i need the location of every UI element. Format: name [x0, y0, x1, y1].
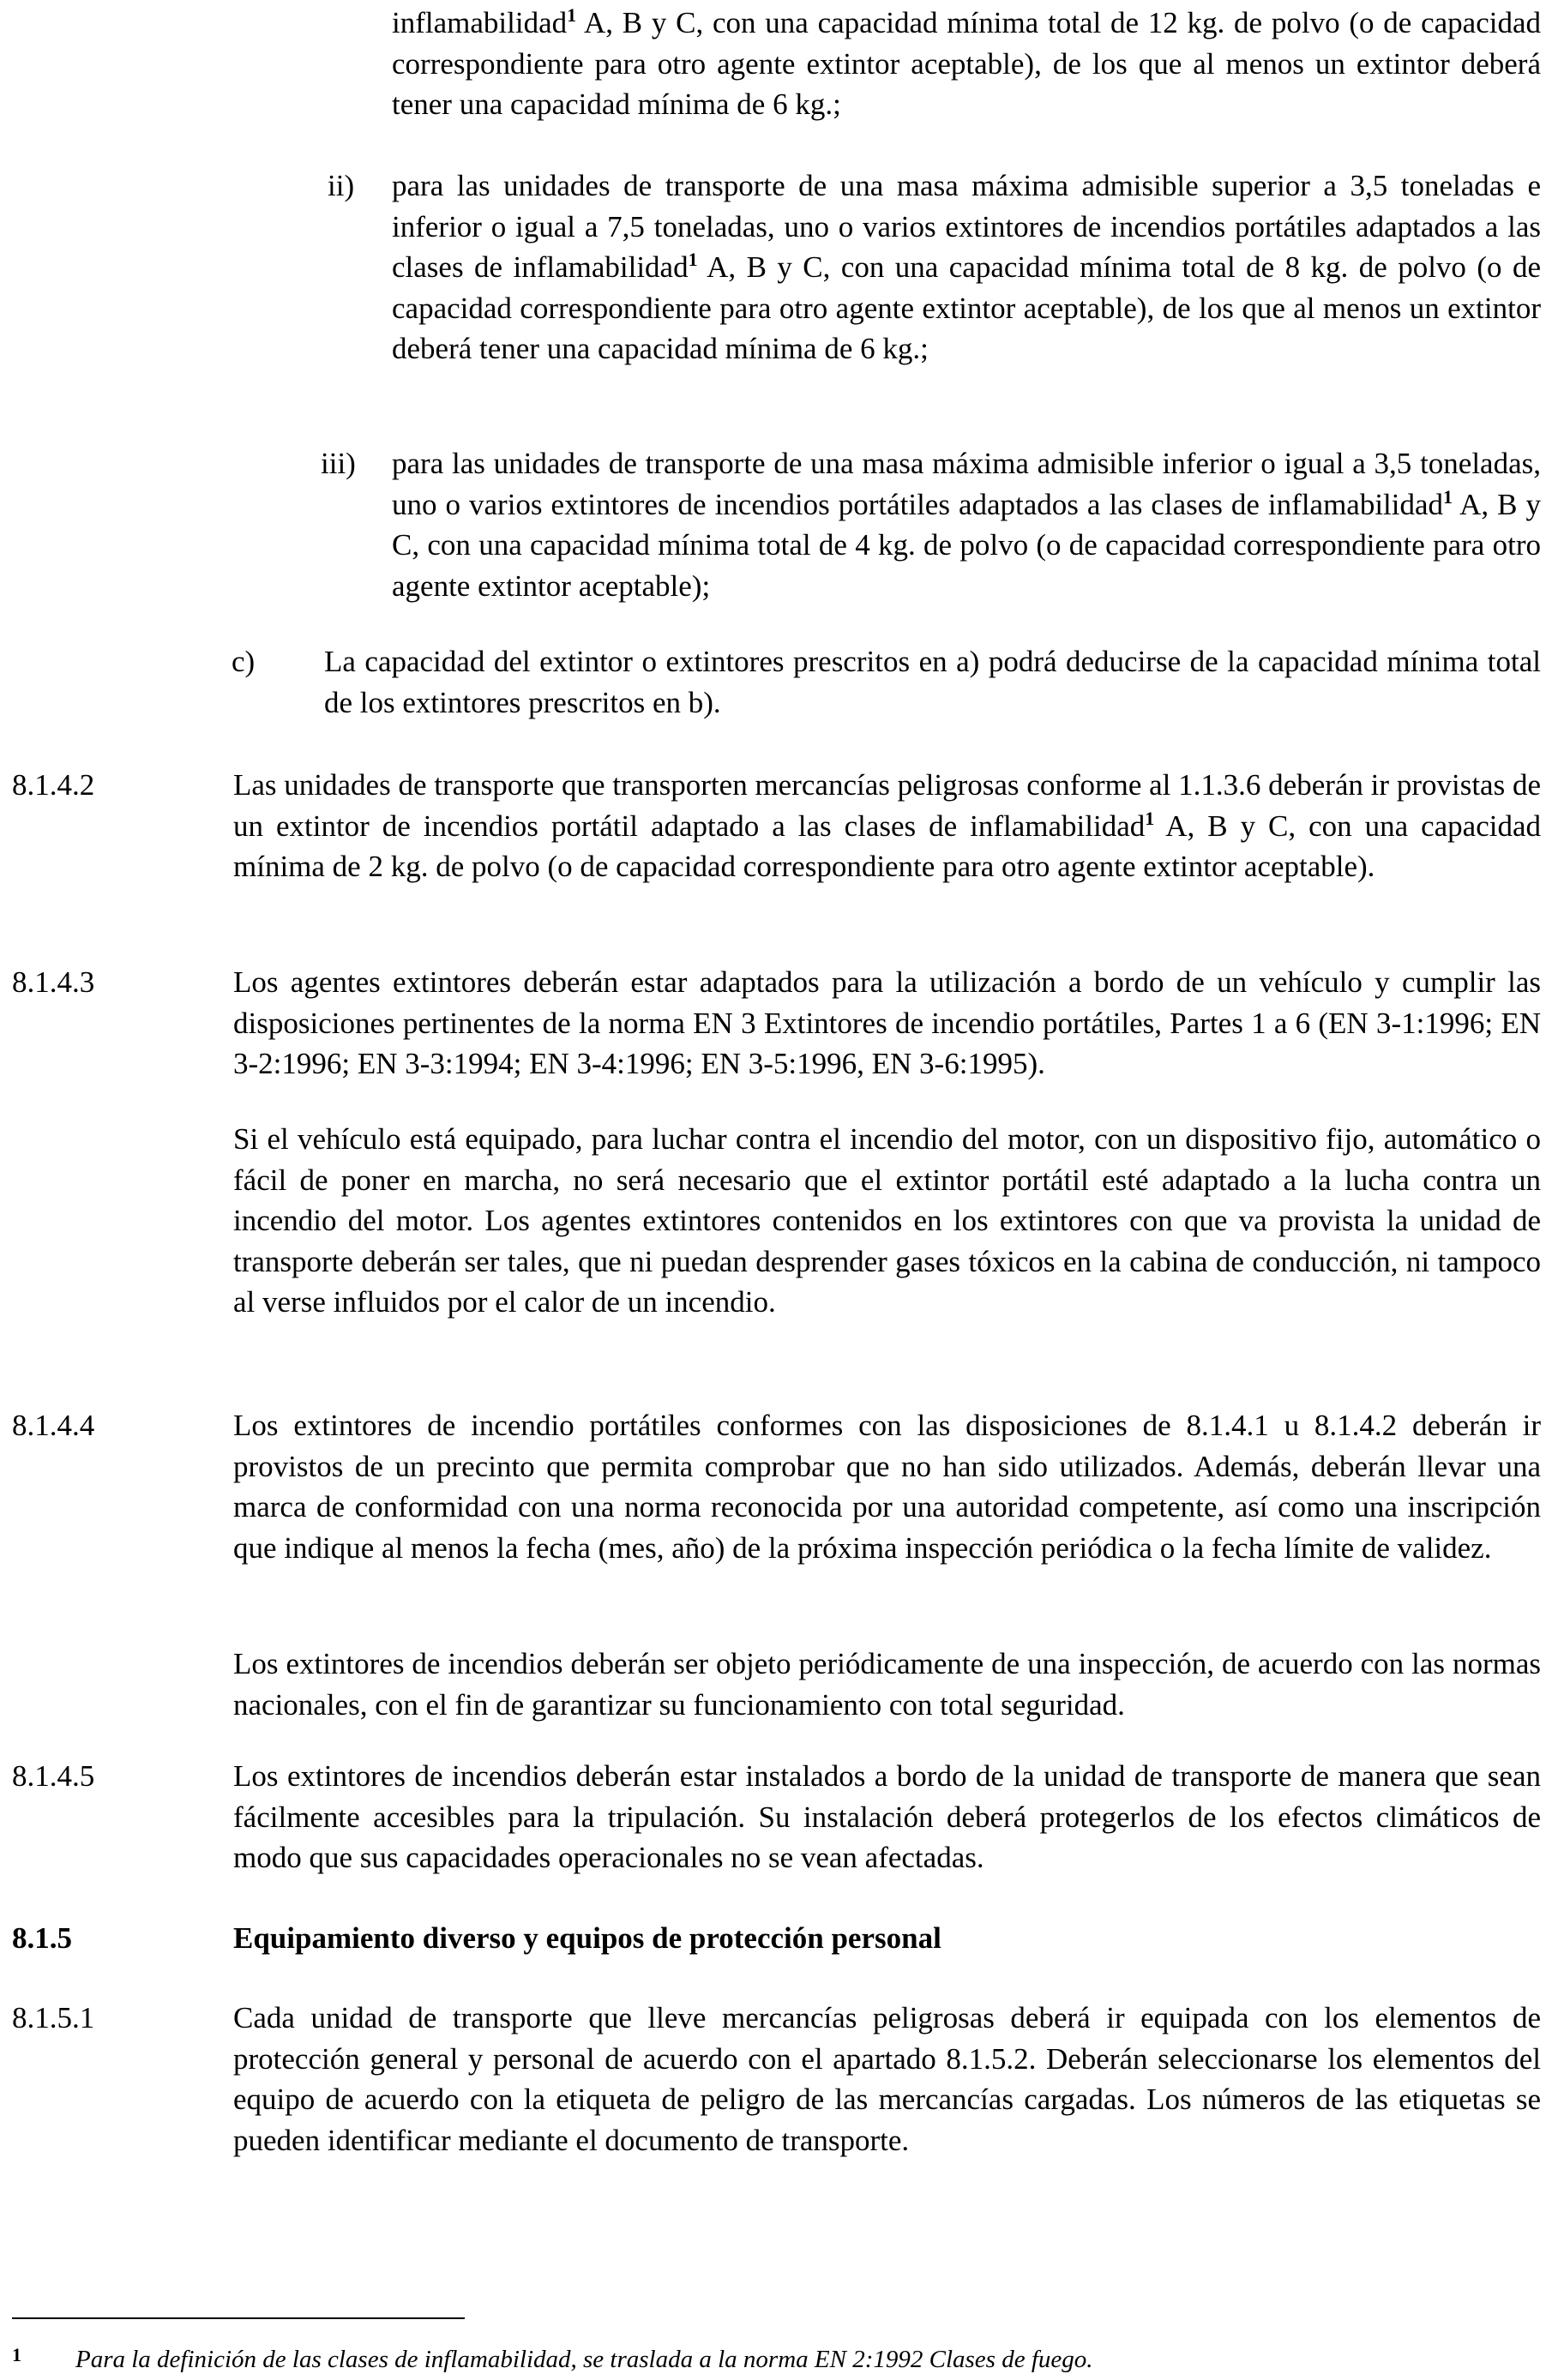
section-number-815: 8.1.5 — [12, 1921, 72, 1955]
footnote-rule — [12, 2317, 465, 2319]
item-iii-text — [392, 443, 1541, 606]
text-fragment: para las unidades de transporte de una masa máxima admisible superior a 3,5 toneladas e inferior o igual a 7,5 toneladas, uno o varios extintores de incendios portátiles adaptados a las clases de inflamabilidad — [392, 169, 1541, 284]
text-fragment: A, B y C, con una capacidad mínima total de 8 kg. de polvo (o de capacidad correspondiente para otro agente extintor aceptable), de los que al menos un extintor deberá tener una capacidad mínima de 6 kg.; — [392, 250, 1541, 365]
section-8144-paragraph-1: Los extintores de incendio portátiles conformes con las disposiciones de 8.1.4.1 u 8.1.4.2 deberán ir provistos de un precinto que permita comprobar que no han sido utilizados. Además, deberán llevar una marca de conformidad con una norma reconocida por una autoridad competente, así como una inscripción que indique al menos la fecha (mes, año) de la próxima inspección periódica o la fecha límite de validez. — [233, 1409, 1541, 1565]
section-8142-text — [233, 765, 1541, 887]
section-8143-paragraph-2: Si el vehículo está equipado, para luchar contra el incendio del motor, con un dispositivo fijo, automático o fácil de poner en marcha, no será necesario que el extintor portátil esté adaptado a la lucha contra un incendio del motor. Los agentes extintores contenidos en los extintores con que va provista la unidad de transporte deberán ser tales, que ni puedan desprender gases tóxicos en la cabina de conducción, ni tampoco al verse influidos por el calor de un incendio. — [233, 1122, 1541, 1319]
section-8144-paragraph-2: Los extintores de incendios deberán ser objeto periódicamente de una inspección, de acuerdo con las normas nacionales, con el fin de garantizar su funcionamiento con total seguridad. — [233, 1647, 1541, 1722]
item-ii-text — [392, 165, 1541, 370]
section-8151-text: Cada unidad de transporte que lleve mercancías peligrosas deberá ir equipada con los elementos de protección general y personal de acuerdo con el apartado 8.1.5.2. Deberán seleccionarse los elementos del equipo de acuerdo con la etiqueta de peligro de las mercancías cargadas. Los números de las etiquetas se pueden identificar mediante el documento de transporte. — [233, 2001, 1541, 2157]
text-fragment: A, B y C, con una capacidad mínima de 2 kg. de polvo (o de capacidad correspondiente para otro agente extintor aceptable). — [233, 808, 1541, 883]
text-fragment: inflamabilidad — [392, 6, 568, 39]
section-number-8145: 8.1.4.5 — [12, 1759, 95, 1793]
footnote-ref: 1 — [688, 249, 698, 270]
item-ii-label: ii) — [328, 169, 355, 202]
text-fragment: para las unidades de transporte de una masa máxima admisible inferior o igual a 3,5 toneladas, uno o varios extintores de incendios portátiles adaptados a las clases de inflamabilidad — [392, 447, 1541, 521]
section-8143-paragraph-1: Los agentes extintores deberán estar adaptados para la utilización a bordo de un vehículo y cumplir las disposiciones pertinentes de la norma EN 3 Extintores de incendio portátiles, Partes 1 a 6 (EN 3-1:1996; EN 3-2:1996; EN 3-3:1994; EN 3-4:1996; EN 3-5:1996, EN 3-6:1995). — [233, 965, 1541, 1080]
text-fragment: Las unidades de transporte que transporten mercancías peligrosas conforme al 1.1.3.6 deberán ir provistas de un extintor de incendios portátil adaptado a las clases de inflamabilidad — [233, 768, 1541, 843]
section-number-8151: 8.1.5.1 — [12, 2001, 95, 2034]
item-i-continuation — [392, 3, 1541, 125]
section-815-heading: Equipamiento diverso y equipos de protección personal — [233, 1921, 941, 1955]
footnote-ref: 1 — [567, 4, 577, 26]
footnote-text: Para la definición de las clases de inflamabilidad, se traslada a la norma EN 2:1992 Clases de fuego. — [75, 2346, 1093, 2373]
section-number-8144: 8.1.4.4 — [12, 1409, 95, 1442]
section-number-8142: 8.1.4.2 — [12, 768, 95, 802]
text-fragment: A, B y C, con una capacidad mínima total de 12 kg. de polvo (o de capacidad correspondiente para otro agente extintor aceptable), de los que al menos un extintor deberá tener una capacidad mínima de 6 kg.; — [392, 6, 1541, 121]
item-c-text: La capacidad del extintor o extintores prescritos en a) podrá deducirse de la capacidad mínima total de los extintores prescritos en b). — [324, 645, 1541, 719]
footnote-mark: 1 — [12, 2344, 21, 2365]
footnote-ref: 1 — [1145, 807, 1155, 829]
section-number-8143: 8.1.4.3 — [12, 965, 95, 999]
footnote-ref: 1 — [1443, 485, 1453, 508]
item-iii-label: iii) — [321, 447, 356, 480]
section-8145-text: Los extintores de incendios deberán estar instalados a bordo de la unidad de transporte de manera que sean fácilmente accesibles para la tripulación. Su instalación deberá protegerlos de los efectos climáticos de modo que sus capacidades operacionales no se vean afectadas. — [233, 1759, 1541, 1874]
text-fragment: A, B y C, con una capacidad mínima total de 4 kg. de polvo (o de capacidad correspondiente para otro agente extintor aceptable); — [392, 487, 1541, 603]
item-c-label: c) — [232, 645, 256, 678]
